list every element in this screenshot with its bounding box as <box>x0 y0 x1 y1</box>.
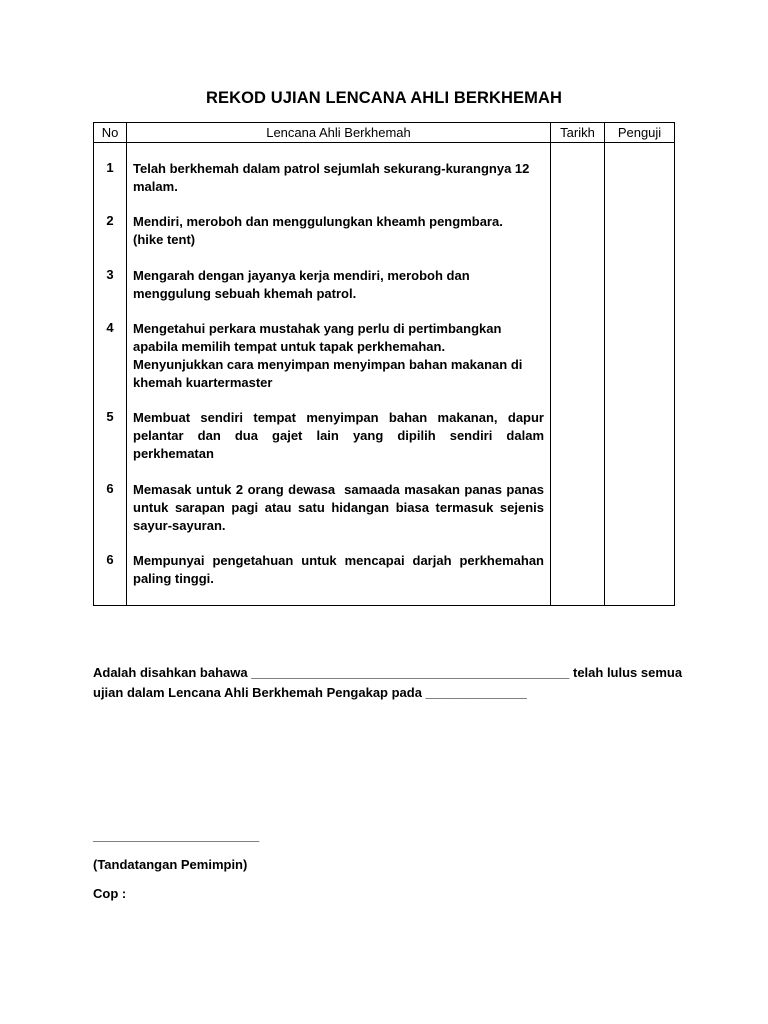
row-number: 6 <box>106 552 114 567</box>
row-line: Memasak untuk 2 orang dewasa samaada masakan panas panas untuk sarapan pagi atau satu hidangan biasa termasuk sejenis sayur-sayuran. <box>133 482 548 533</box>
row-line: (hike tent) <box>133 232 196 247</box>
row-description <box>133 481 548 535</box>
record-table <box>93 122 675 606</box>
row-line: Telah berkhemah dalam patrol sejumlah sekurang-kurangnya 12 malam. <box>133 161 530 194</box>
stamp-label: Cop : <box>93 886 127 901</box>
row-description <box>133 160 544 196</box>
name-blank: ____________________________________________ <box>251 665 570 680</box>
row-number: 5 <box>106 409 114 424</box>
row-number: 3 <box>106 267 114 282</box>
signature-line: _______________________ <box>93 828 260 843</box>
signature-label: (Tandatangan Pemimpin) <box>93 857 248 872</box>
column-divider-no <box>126 123 127 605</box>
header-date: Tarikh <box>560 125 595 140</box>
row-line: Mengarah dengan jayanya kerja mendiri, meroboh dan menggulung sebuah khemah patrol. <box>133 268 470 301</box>
header-item: Lencana Ahli Berkhemah <box>266 125 411 140</box>
row-description <box>133 320 544 392</box>
header-divider <box>94 142 674 143</box>
row-number: 1 <box>106 160 114 175</box>
certification-text-start: Adalah disahkan bahawa <box>93 665 248 680</box>
row-description <box>133 267 544 303</box>
header-no: No <box>101 125 119 140</box>
column-divider-date <box>604 123 605 605</box>
row-line: Mengetahui perkara mustahak yang perlu di pertimbangkan apabila memilih tempat untuk tapak perkhemahan. <box>133 321 502 354</box>
row-line: Mendiri, meroboh dan menggulungkan kheamh pengmbara. <box>133 214 503 229</box>
date-blank: ______________ <box>425 685 527 700</box>
row-line: Menyunjukkan cara menyimpan menyimpan bahan makanan di khemah kuartermaster <box>133 357 523 390</box>
header-examiner: Penguji <box>617 125 662 140</box>
certification-statement <box>93 663 683 703</box>
column-divider-item <box>550 123 551 605</box>
row-number: 2 <box>106 213 114 228</box>
row-line: Membuat sendiri tempat menyimpan bahan makanan, dapur pelantar dan dua gajet lain yang dipilih sendiri dalam perkhematan <box>133 410 544 461</box>
row-line: Mempunyai pengetahuan untuk mencapai darjah perkhemahan paling tinggi. <box>133 553 544 586</box>
row-description <box>133 213 544 249</box>
row-description <box>133 552 544 588</box>
page-title: REKOD UJIAN LENCANA AHLI BERKHEMAH <box>205 89 562 107</box>
row-number: 4 <box>106 320 114 335</box>
certification-text-end: telah lulus semua ujian dalam Lencana Ahli Berkhemah Pengakap pada <box>93 665 683 700</box>
row-number: 6 <box>106 481 114 496</box>
row-description <box>133 409 544 463</box>
